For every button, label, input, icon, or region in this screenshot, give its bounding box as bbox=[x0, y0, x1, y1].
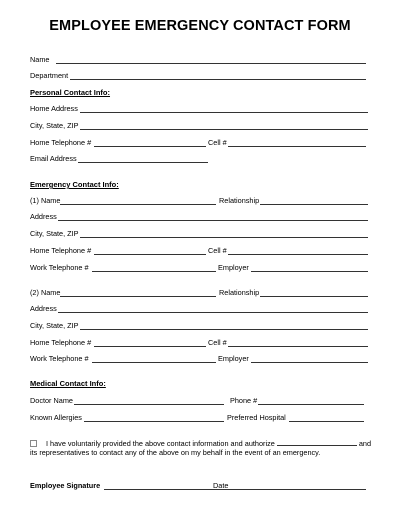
name-label: Name bbox=[30, 55, 50, 64]
doctor-name-field[interactable] bbox=[74, 404, 224, 405]
email-row bbox=[30, 154, 370, 166]
authorization-line-2: its representatives to contact any of the above on my behalf in the event of an emergency. bbox=[30, 448, 321, 457]
contact2-employer-field[interactable] bbox=[251, 362, 368, 363]
contact1-employer-label: Employer bbox=[218, 263, 249, 272]
contact1-work-telephone-field[interactable] bbox=[92, 271, 216, 272]
contact1-work-telephone-label: Work Telephone # bbox=[30, 263, 89, 272]
contact1-phone-row bbox=[30, 246, 370, 258]
contact2-work-row bbox=[30, 354, 370, 366]
contact2-name-field[interactable] bbox=[60, 296, 216, 297]
home-telephone-field[interactable] bbox=[94, 146, 206, 147]
city-state-zip-row bbox=[30, 121, 370, 133]
contact1-city-label: City, State, ZIP bbox=[30, 229, 79, 238]
contact1-relationship-label: Relationship bbox=[219, 196, 260, 205]
known-allergies-label: Known Allergies bbox=[30, 413, 82, 422]
contact1-address-label: Address bbox=[30, 212, 57, 221]
contact2-name-row bbox=[30, 288, 370, 300]
emergency-heading: Emergency Contact Info: bbox=[30, 180, 119, 189]
doctor-row bbox=[30, 396, 370, 408]
authorization-and: and bbox=[358, 439, 372, 448]
employee-signature-label: Employee Signature bbox=[30, 481, 101, 490]
doctor-name-label: Doctor Name bbox=[30, 396, 73, 405]
contact2-home-telephone-label: Home Telephone # bbox=[30, 338, 92, 347]
phone-field[interactable] bbox=[258, 404, 364, 405]
email-field[interactable] bbox=[78, 162, 208, 163]
contact1-name-field[interactable] bbox=[60, 204, 216, 205]
contact1-city-field[interactable] bbox=[80, 237, 368, 238]
home-telephone-label: Home Telephone # bbox=[30, 138, 92, 147]
known-allergies-field[interactable] bbox=[84, 421, 224, 422]
date-label: Date bbox=[213, 481, 229, 490]
medical-heading: Medical Contact Info: bbox=[30, 379, 106, 388]
contact2-city-field[interactable] bbox=[80, 329, 368, 330]
department-row bbox=[30, 71, 370, 83]
contact1-address-field[interactable] bbox=[58, 220, 368, 221]
authorization-checkbox[interactable] bbox=[30, 440, 37, 447]
contact2-name-label: (2) Name bbox=[30, 288, 61, 297]
date-field[interactable] bbox=[231, 489, 366, 490]
personal-heading: Personal Contact Info: bbox=[30, 88, 111, 97]
form-title: EMPLOYEE EMERGENCY CONTACT FORM bbox=[49, 18, 351, 34]
contact2-cell-label: Cell # bbox=[208, 338, 227, 347]
contact1-name-row bbox=[30, 196, 370, 208]
department-label: Department bbox=[30, 71, 69, 80]
contact2-work-telephone-field[interactable] bbox=[92, 362, 216, 363]
contact2-relationship-label: Relationship bbox=[219, 288, 260, 297]
contact1-work-row bbox=[30, 263, 370, 275]
city-state-zip-label: City, State, ZIP bbox=[30, 121, 79, 130]
contact2-cell-field[interactable] bbox=[228, 346, 368, 347]
contact1-home-telephone-label: Home Telephone # bbox=[30, 246, 92, 255]
home-telephone-row bbox=[30, 138, 370, 150]
department-field[interactable] bbox=[70, 79, 366, 80]
contact1-name-label: (1) Name bbox=[30, 196, 61, 205]
preferred-hospital-label: Preferred Hospital bbox=[227, 413, 286, 422]
contact1-home-telephone-field[interactable] bbox=[94, 254, 206, 255]
contact1-relationship-field[interactable] bbox=[260, 204, 368, 205]
home-address-row bbox=[30, 104, 370, 116]
contact2-city-row bbox=[30, 321, 370, 333]
contact2-address-field[interactable] bbox=[58, 312, 368, 313]
contact1-cell-label: Cell # bbox=[208, 246, 227, 255]
cell-field[interactable] bbox=[228, 146, 366, 147]
signature-row bbox=[30, 481, 370, 493]
preferred-hospital-field[interactable] bbox=[289, 421, 364, 422]
contact1-cell-field[interactable] bbox=[228, 254, 368, 255]
city-state-zip-field[interactable] bbox=[80, 129, 368, 130]
contact2-city-label: City, State, ZIP bbox=[30, 321, 79, 330]
contact1-city-row bbox=[30, 229, 370, 241]
contact1-employer-field[interactable] bbox=[251, 271, 368, 272]
home-address-field[interactable] bbox=[80, 112, 368, 113]
name-row bbox=[30, 55, 370, 67]
contact2-work-telephone-label: Work Telephone # bbox=[30, 354, 89, 363]
allergies-row bbox=[30, 413, 370, 425]
contact2-relationship-field[interactable] bbox=[260, 296, 368, 297]
authorize-company-field[interactable] bbox=[277, 438, 357, 446]
contact1-address-row bbox=[30, 212, 370, 224]
email-label: Email Address bbox=[30, 154, 77, 163]
home-address-label: Home Address bbox=[30, 104, 78, 113]
contact2-phone-row bbox=[30, 338, 370, 350]
contact2-home-telephone-field[interactable] bbox=[94, 346, 206, 347]
authorization-text: I have voluntarily provided the above contact information and authorize bbox=[46, 439, 275, 448]
name-field[interactable] bbox=[56, 63, 366, 64]
contact2-address-row bbox=[30, 304, 370, 316]
contact2-employer-label: Employer bbox=[218, 354, 249, 363]
phone-label: Phone # bbox=[230, 396, 258, 405]
contact2-address-label: Address bbox=[30, 304, 57, 313]
cell-label: Cell # bbox=[208, 138, 227, 147]
